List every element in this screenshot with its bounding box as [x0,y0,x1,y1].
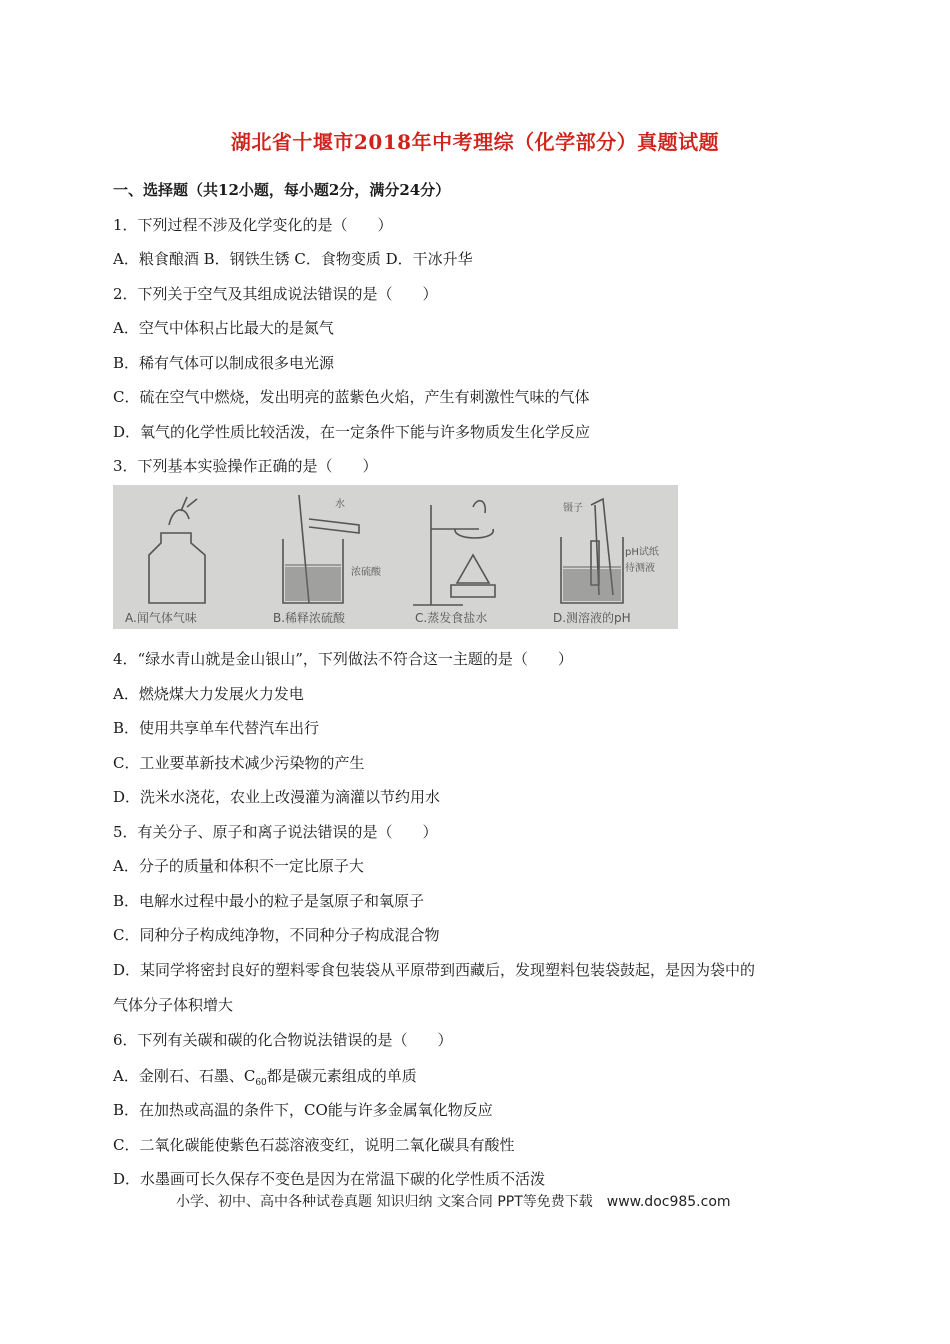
caption-c: C.蒸发食盐水 [415,611,488,625]
question-4-option-b: B．使用共享单车代替汽车出行 [113,719,320,737]
question-6-option-b: B．在加热或高温的条件下，CO能与许多金属氧化物反应 [113,1101,493,1119]
question-6-option-a [113,1066,417,1093]
question-1-stem: 1．下列过程不涉及化学变化的是（ ） [113,216,393,234]
option-a-suffix: 都是碳元素组成的单质 [266,1067,417,1085]
question-5-option-d-line2: 气体分子体积增大 [113,996,234,1014]
question-2-option-c: C．硫在空气中燃烧，发出明亮的蓝紫色火焰，产生有刺激性气味的气体 [113,388,590,406]
label-concentrated-acid: 浓硫酸 [351,567,381,578]
question-6-stem: 6．下列有关碳和碳的化合物说法错误的是（ ） [113,1031,453,1049]
caption-d: D.测溶液的pH [553,611,631,625]
label-tweezers: 镊子 [563,503,583,514]
question-6-option-c: C．二氧化碳能使紫色石蕊溶液变红，说明二氧化碳具有酸性 [113,1136,515,1154]
question-4-option-d: D．洗米水浇花，农业上改漫灌为滴灌以节约用水 [113,788,441,806]
section-header: 一、选择题（共12小题，每小题2分，满分24分） [113,181,451,199]
question-5-option-a: A．分子的质量和体积不一定比原子大 [113,857,364,875]
question-2-option-b: B．稀有气体可以制成很多电光源 [113,354,335,372]
caption-b: B.稀释浓硫酸 [273,611,346,625]
label-test-solution: 待测液 [625,563,655,574]
footer-ad: 小学、初中、高中各种试卷真题 知识归纳 文案合同 PPT等免费下载 www.doc985.com [176,1194,731,1210]
option-a-prefix: A．金刚石、石墨、C [113,1067,256,1085]
question-4-stem: 4．“绿水青山就是金山银山”，下列做法不符合这一主题的是（ ） [113,650,573,668]
label-ph-paper: pH试纸 [625,547,659,558]
question-4-option-a: A．燃烧煤大力发展火力发电 [113,685,304,703]
question-1-options: A．粮食酿酒 B．钢铁生锈 C．食物变质 D．干冰升华 [113,250,473,268]
question-5-option-b: B．电解水过程中最小的粒子是氢原子和氧原子 [113,892,425,910]
question-2-option-a: A．空气中体积占比最大的是氮气 [113,319,334,337]
c60-subscript: 60 [255,1078,267,1088]
question-2-stem: 2．下列关于空气及其组成说法错误的是（ ） [113,285,438,303]
question-4-option-c: C．工业要革新技术减少污染物的产生 [113,754,365,772]
question-2-option-d: D．氧气的化学性质比较活泼，在一定条件下能与许多物质发生化学反应 [113,423,591,441]
caption-a: A.闻气体气味 [125,611,197,625]
page-title: 湖北省十堰市2018年中考理综（化学部分）真题试题 [230,130,720,154]
question-5-option-c: C．同种分子构成纯净物，不同种分子构成混合物 [113,926,440,944]
question-6-option-d: D．水墨画可长久保存不变色是因为在常温下碳的化学性质不活泼 [113,1170,546,1188]
lab-operations-figure [113,485,678,629]
label-water: 水 [335,499,345,510]
question-3-stem: 3．下列基本实验操作正确的是（ ） [113,457,378,475]
lab-apparatus-drawing [113,485,678,629]
question-5-stem: 5．有关分子、原子和离子说法错误的是（ ） [113,823,438,841]
question-5-option-d-line1: D．某同学将密封良好的塑料零食包装袋从平原带到西藏后，发现塑料包装袋鼓起，是因为袋中的 [113,961,756,979]
